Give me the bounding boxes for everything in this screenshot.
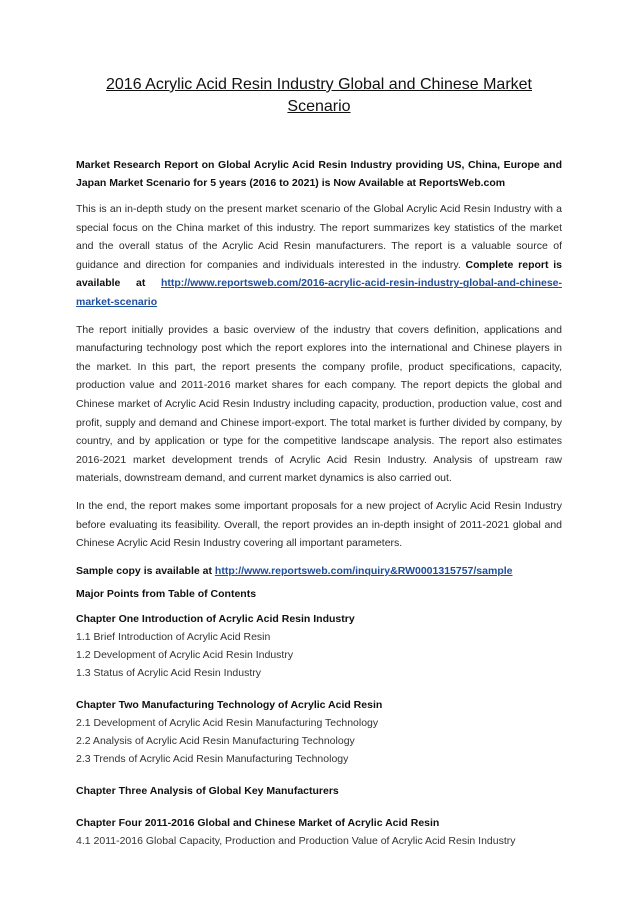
chapter-two xyxy=(76,696,562,768)
page-title: 2016 Acrylic Acid Resin Industry Global and Chinese Market Scenario xyxy=(106,76,532,115)
lead-paragraph: Market Research Report on Global Acrylic Acid Resin Industry providing US, China, Europe and Japan Market Scenario for 5 years (2016 to 2021) is Now Available at ReportsWeb.com xyxy=(76,159,562,189)
chapter-title: Chapter Four 2011-2016 Global and Chinese Market of Acrylic Acid Resin xyxy=(76,816,440,829)
toc-item: 1.3 Status of Acrylic Acid Resin Industry xyxy=(76,666,262,679)
complete-report-label: Complete report is available at xyxy=(76,258,562,290)
chapter-one xyxy=(76,610,562,682)
toc-heading: Major Points from Table of Contents xyxy=(76,587,257,600)
intro-paragraph xyxy=(76,200,562,312)
chapter-title: Chapter Two Manufacturing Technology of Acrylic Acid Resin xyxy=(76,698,383,711)
toc-item: 2.1 Development of Acrylic Acid Resin Manufacturing Technology xyxy=(76,716,379,729)
chapter-title: Chapter Three Analysis of Global Key Manufacturers xyxy=(76,784,339,797)
conclusion-paragraph: In the end, the report makes some important proposals for a new project of Acrylic Acid Resin Industry before evaluating its feasibility. Overall, the report provides an in-depth insight of 2011-2021 global and Chinese Acrylic Acid Resin Industry covering all important parameters. xyxy=(76,499,562,550)
complete-report-link[interactable]: http://www.reportsweb.com/2016-acrylic-acid-resin-industry-global-and-chinese-market-scenario xyxy=(76,277,562,308)
chapter-four xyxy=(76,814,562,850)
sample-link[interactable]: http://www.reportsweb.com/inquiry&RW0001315757/sample xyxy=(214,564,513,577)
toc-item: 2.2 Analysis of Acrylic Acid Resin Manufacturing Technology xyxy=(76,734,355,747)
toc-item: 1.2 Development of Acrylic Acid Resin Industry xyxy=(76,648,294,661)
chapter-title: Chapter One Introduction of Acrylic Acid Resin Industry xyxy=(76,612,355,625)
overview-paragraph: The report initially provides a basic overview of the industry that covers definition, applications and manufacturing technology post which the report explores into the international and Chinese players in the market. In this part, the report presents the company profile, product specifications, capacity, production value and 2011-2016 market shares for each company. The report depicts the global and Chinese market of Acrylic Acid Resin Industry including capacity, production, production value, cost and profit, supply and demand and Chinese import-export. The total market is further divided by company, by country, and by application or type for the competitive landscape analysis. The report also estimates 2016-2021 market development trends of Acrylic Acid Resin Industry. Analysis of upstream raw materials, downstream demand, and current market dynamics is also carried out. xyxy=(76,323,562,485)
sample-label: Sample copy is available at xyxy=(76,564,212,577)
toc-item: 2.3 Trends of Acrylic Acid Resin Manufacturing Technology xyxy=(76,752,349,765)
intro-text: This is an in-depth study on the present market scenario of the Global Acrylic Acid Resin Industry with a special focus on the China market of this industry. The report summarizes key statistics of the market and the overall status of the Acrylic Acid Resin manufacturers. The report is a valuable source of guidance and direction for companies and individuals interested in the industry. xyxy=(76,203,562,271)
toc-item: 1.1 Brief Introduction of Acrylic Acid Resin xyxy=(76,630,271,643)
sample-line xyxy=(76,562,562,580)
chapter-three xyxy=(76,782,562,800)
toc-item: 4.1 2011-2016 Global Capacity, Production and Production Value of Acrylic Acid Resin Industry xyxy=(76,834,516,847)
